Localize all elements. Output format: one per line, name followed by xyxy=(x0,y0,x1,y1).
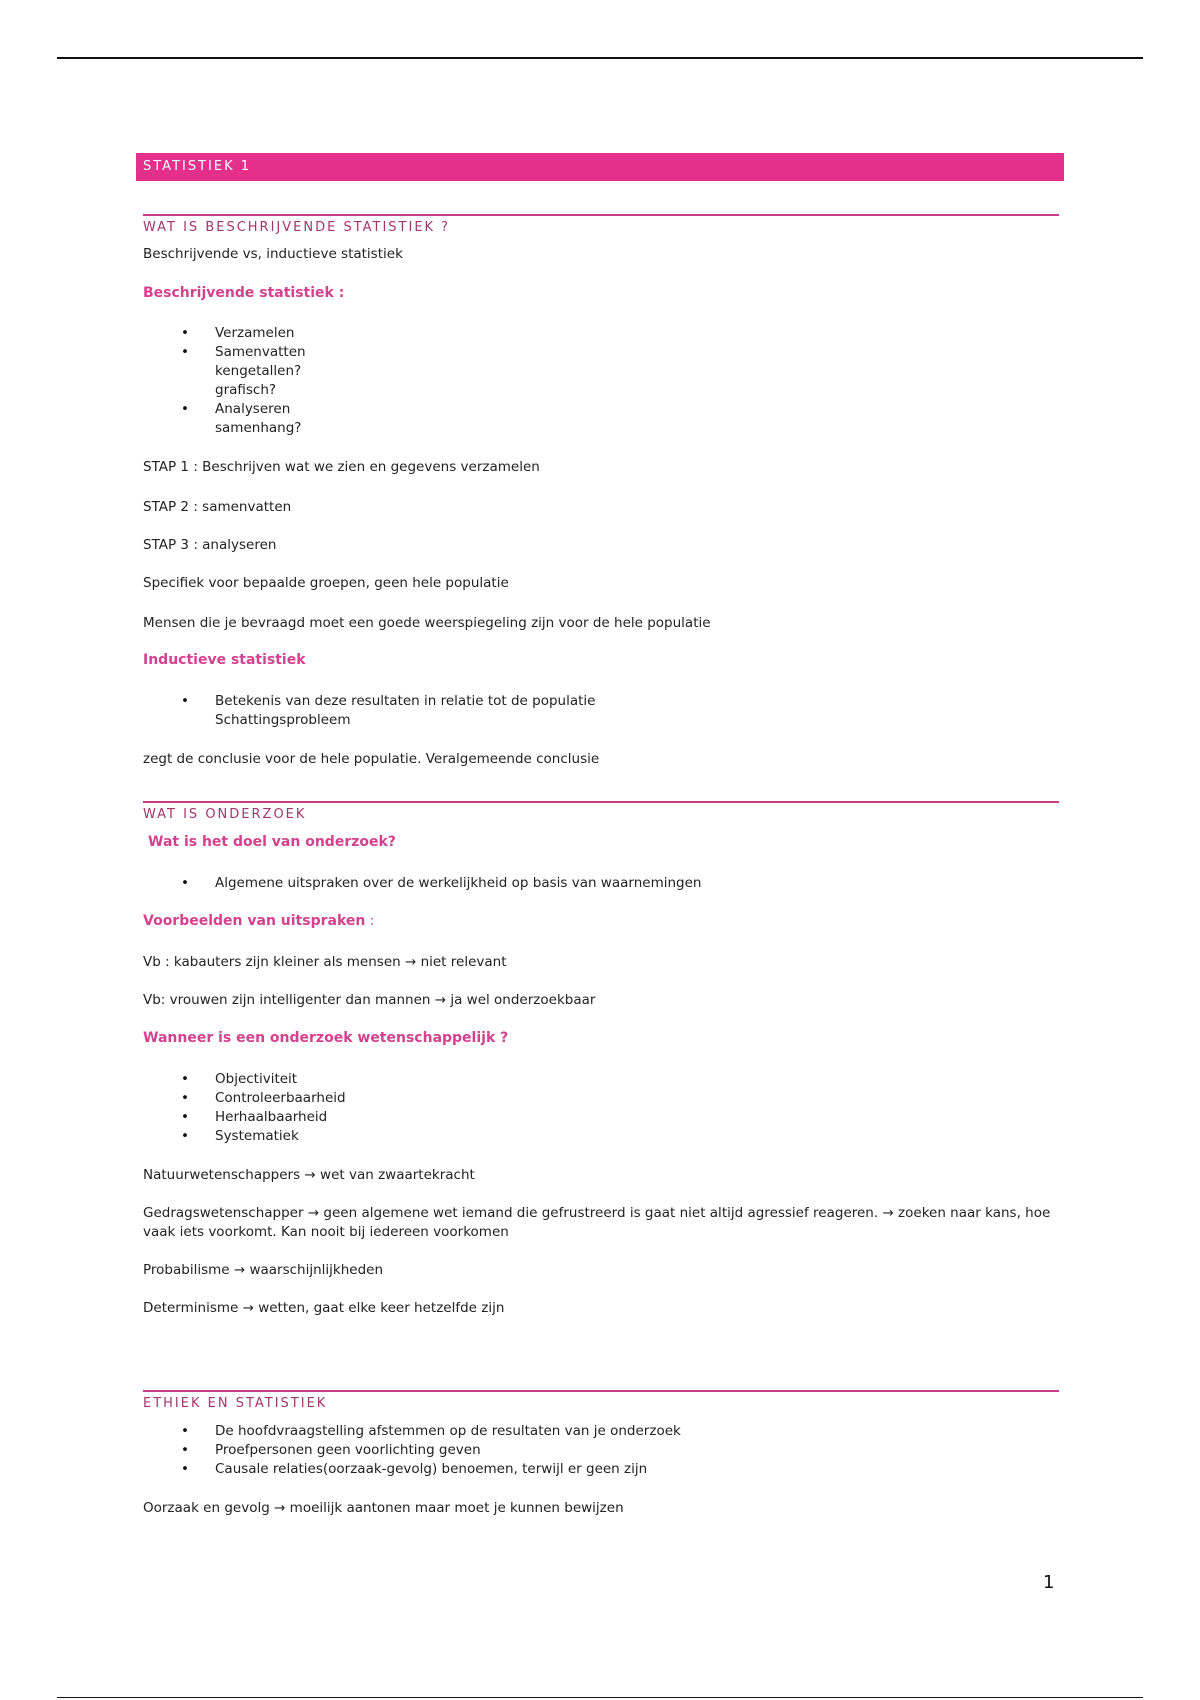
list-item: grafisch? xyxy=(215,382,277,398)
paragraph-probabilisme: Probabilisme → waarschijnlijkheden xyxy=(143,1262,384,1278)
paragraph-stap3: STAP 3 : analyseren xyxy=(143,537,277,553)
subheading-beschrijvende: Beschrijvende statistiek : xyxy=(143,285,345,301)
list-item: • Analyseren xyxy=(143,400,306,419)
list-item: • Causale relaties(oorzaak-gevolg) benoemen, terwijl er geen zijn xyxy=(143,1460,681,1479)
section-heading-onderzoek: WAT IS ONDERZOEK xyxy=(143,801,1059,822)
paragraph-oorzaak: Oorzaak en gevolg → moeilijk aantonen maar moet je kunnen bewijzen xyxy=(143,1500,624,1516)
section-heading-ethiek: ETHIEK EN STATISTIEK xyxy=(143,1390,1059,1411)
list-item: • Samenvatten xyxy=(143,343,306,362)
list-item: • Herhaalbaarheid xyxy=(143,1108,346,1127)
subheading-doel: Wat is het doel van onderzoek? xyxy=(148,834,396,850)
paragraph-gedrag: Gedragswetenschapper → geen algemene wet iemand die gefrustreerd is gaat niet altijd agressief reageren. → zoeken naar kans, hoe vaak iets voorkomt. Kan nooit bij iedereen voorkomen xyxy=(143,1205,1051,1240)
header-rule xyxy=(57,57,1143,59)
list-item: • Systematiek xyxy=(143,1127,346,1146)
paragraph-intro: Beschrijvende vs, inductieve statistiek xyxy=(143,246,403,262)
list-ethiek xyxy=(143,1422,681,1479)
paragraph-vb1: Vb : kabauters zijn kleiner als mensen → niet relevant xyxy=(143,954,507,970)
list-item: • Controleerbaarheid xyxy=(143,1089,346,1108)
subheading-wetenschappelijk: Wanneer is een onderzoek wetenschappelijk ? xyxy=(143,1030,509,1046)
paragraph-determinisme: Determinisme → wetten, gaat elke keer hetzelfde zijn xyxy=(143,1300,505,1316)
section-heading-beschrijvende: WAT IS BESCHRIJVENDE STATISTIEK ? xyxy=(143,214,1059,235)
paragraph-conclusie: zegt de conclusie voor de hele populatie. Veralgemeende conclusie xyxy=(143,751,600,767)
list-item: kengetallen? xyxy=(215,363,302,379)
subheading-voorbeelden xyxy=(143,913,375,929)
page-number: 1 xyxy=(1043,1572,1055,1593)
list-beschrijvende xyxy=(143,324,306,438)
paragraph-specifiek: Specifiek voor bepaalde groepen, geen hele populatie xyxy=(143,575,509,591)
paragraph-natuur: Natuurwetenschappers → wet van zwaartekracht xyxy=(143,1167,475,1183)
list-item: • De hoofdvraagstelling afstemmen op de resultaten van je onderzoek xyxy=(143,1422,681,1441)
list-inductieve xyxy=(143,692,595,730)
list-item: • Verzamelen xyxy=(143,324,306,343)
list-item: • Algemene uitspraken over de werkelijkheid op basis van waarnemingen xyxy=(143,874,701,893)
list-item: • Betekenis van deze resultaten in relatie tot de populatie xyxy=(143,692,595,711)
document-title: STATISTIEK 1 xyxy=(136,153,1064,181)
subheading-voorbeelden-text: Voorbeelden van uitspraken xyxy=(143,913,366,929)
list-wetenschappelijk xyxy=(143,1070,346,1146)
subheading-inductieve: Inductieve statistiek xyxy=(143,652,306,668)
subheading-voorbeelden-colon: : xyxy=(365,913,375,929)
paragraph-stap2: STAP 2 : samenvatten xyxy=(143,499,292,515)
list-item: • Objectiviteit xyxy=(143,1070,346,1089)
paragraph-vb2: Vb: vrouwen zijn intelligenter dan mannen → ja wel onderzoekbaar xyxy=(143,992,596,1008)
paragraph-stap1: STAP 1 : Beschrijven wat we zien en gegevens verzamelen xyxy=(143,459,540,475)
footer-rule xyxy=(57,1697,1143,1698)
list-doel xyxy=(143,874,701,893)
paragraph-mensen: Mensen die je bevraagd moet een goede weerspiegeling zijn voor de hele populatie xyxy=(143,615,711,631)
list-item: Schattingsprobleem xyxy=(215,712,351,728)
list-item: samenhang? xyxy=(215,420,302,436)
list-item: • Proefpersonen geen voorlichting geven xyxy=(143,1441,681,1460)
